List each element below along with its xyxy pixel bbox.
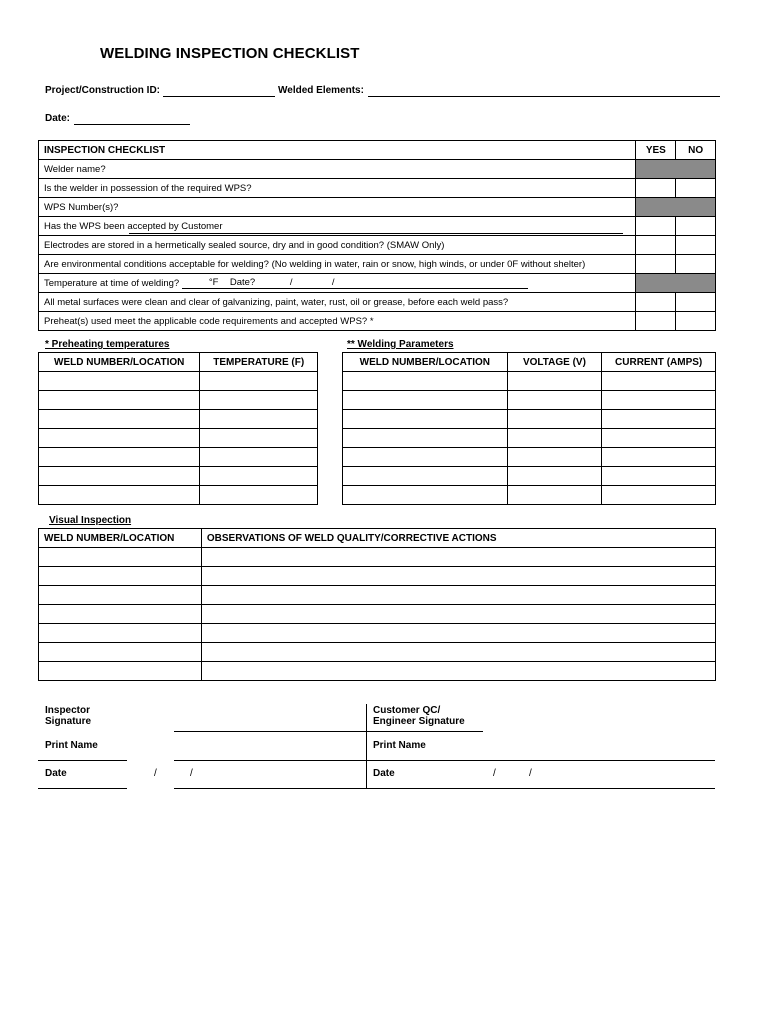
weld-location-cell[interactable]: [39, 486, 200, 505]
date-separator: /: [331, 276, 335, 288]
observation-cell[interactable]: [201, 605, 715, 624]
temperature-cell[interactable]: [200, 391, 318, 410]
checklist-question: Are environmental conditions acceptable for welding? (No welding in water, rain or snow, high winds, or under 0F without shelter): [39, 255, 636, 274]
inspector-date-line-left: [38, 788, 127, 789]
checklist-question: Welder name?: [39, 160, 636, 179]
table-row: [39, 548, 716, 567]
inspector-date-field[interactable]: [174, 788, 366, 789]
checklist-row: [39, 312, 716, 331]
params-header-row: [343, 353, 716, 372]
weld-location-cell[interactable]: [39, 605, 202, 624]
params-heading: ** Welding Parameters: [347, 339, 454, 350]
no-checkbox[interactable]: [676, 236, 716, 255]
checklist-row: [39, 198, 716, 217]
weld-location-cell[interactable]: [39, 567, 202, 586]
weld-location-cell[interactable]: [343, 391, 508, 410]
yes-checkbox[interactable]: [636, 217, 676, 236]
shaded-cell: [636, 160, 716, 179]
project-id-field[interactable]: [163, 96, 275, 97]
checklist-row: [39, 217, 716, 236]
table-row: [343, 486, 716, 505]
checklist-row: [39, 179, 716, 198]
date-question: Date?: [229, 276, 256, 288]
checklist-question: Is the welder in possession of the required WPS?: [39, 179, 636, 198]
table-row: [39, 467, 318, 486]
inspector-print-name-label: Print Name: [45, 740, 98, 751]
voltage-cell[interactable]: [507, 372, 602, 391]
inspector-signature-label: [45, 705, 91, 727]
current-cell[interactable]: [602, 467, 716, 486]
customer-signature-label: [373, 705, 465, 727]
weld-location-cell[interactable]: [343, 448, 508, 467]
current-cell[interactable]: [602, 372, 716, 391]
table-row: [39, 624, 716, 643]
shaded-cell: [636, 198, 716, 217]
weld-location-cell[interactable]: [39, 586, 202, 605]
current-cell[interactable]: [602, 391, 716, 410]
inspection-checklist-table: [38, 140, 716, 331]
weld-location-cell[interactable]: [39, 372, 200, 391]
checklist-heading: INSPECTION CHECKLIST: [39, 141, 636, 160]
signature-divider: [366, 704, 367, 789]
customer-print-name-label: Print Name: [373, 740, 426, 751]
inspector-signature-field[interactable]: [174, 731, 366, 732]
weld-location-cell[interactable]: [39, 410, 200, 429]
visual-header-row: [39, 529, 716, 548]
no-header: NO: [676, 141, 716, 160]
temperature-cell[interactable]: [200, 448, 318, 467]
table-row: [343, 448, 716, 467]
date-label: Date:: [45, 113, 71, 124]
checklist-question: WPS Number(s)?: [39, 198, 636, 217]
checklist-row: [39, 160, 716, 179]
weld-location-cell[interactable]: [39, 643, 202, 662]
weld-location-cell[interactable]: [343, 372, 508, 391]
temperature-header: TEMPERATURE (F): [200, 353, 318, 372]
weld-location-cell[interactable]: [39, 429, 200, 448]
temperature-cell[interactable]: [200, 429, 318, 448]
customer-print-name-field[interactable]: [366, 760, 715, 761]
table-row: [343, 391, 716, 410]
weld-location-cell[interactable]: [39, 548, 202, 567]
table-row: [39, 429, 318, 448]
weld-location-cell[interactable]: [39, 391, 200, 410]
customer-label-line2: Engineer Signature: [373, 716, 465, 727]
temperature-fill-line[interactable]: [182, 278, 528, 289]
inspector-print-name-field[interactable]: [174, 760, 366, 761]
observation-cell[interactable]: [201, 567, 715, 586]
wps-accepted-fill-line: [129, 233, 623, 234]
table-row: [39, 372, 318, 391]
table-row: [39, 662, 716, 681]
current-cell[interactable]: [602, 429, 716, 448]
table-row: [39, 410, 318, 429]
weld-location-cell[interactable]: [343, 486, 508, 505]
inspector-print-name-line-left: [38, 760, 127, 761]
checklist-question-cell: [39, 274, 636, 293]
checklist-question: Preheat(s) used meet the applicable code requirements and accepted WPS? *: [39, 312, 636, 331]
date-separator: /: [154, 768, 157, 779]
voltage-cell[interactable]: [507, 448, 602, 467]
table-row: [39, 391, 318, 410]
voltage-cell[interactable]: [507, 429, 602, 448]
table-row: [343, 410, 716, 429]
voltage-cell[interactable]: [507, 486, 602, 505]
no-checkbox[interactable]: [676, 312, 716, 331]
temperature-cell[interactable]: [200, 486, 318, 505]
preheat-header-row: [39, 353, 318, 372]
table-row: [343, 372, 716, 391]
yes-checkbox[interactable]: [636, 293, 676, 312]
no-checkbox[interactable]: [676, 293, 716, 312]
observation-cell[interactable]: [201, 643, 715, 662]
weld-number-header: WELD NUMBER/LOCATION: [39, 529, 202, 548]
checklist-row: [39, 236, 716, 255]
observation-cell[interactable]: [201, 586, 715, 605]
weld-location-cell[interactable]: [39, 662, 202, 681]
customer-label-line1: Customer QC/: [373, 705, 441, 716]
voltage-cell[interactable]: [507, 410, 602, 429]
inspector-label-line2: Signature: [45, 716, 92, 727]
customer-signature-field[interactable]: [366, 731, 483, 732]
inspector-date-label: Date: [45, 768, 67, 779]
checklist-header-row: [39, 141, 716, 160]
checklist-question: Electrodes are stored in a hermetically sealed source, dry and in good condition? (SMAW Only): [39, 236, 636, 255]
temperature-cell[interactable]: [200, 372, 318, 391]
welded-elements-label: Welded Elements:: [278, 85, 364, 96]
no-checkbox[interactable]: [676, 179, 716, 198]
welding-params-table: [342, 352, 716, 505]
table-row: [39, 643, 716, 662]
fahrenheit-unit: °F: [208, 276, 219, 288]
weld-location-cell[interactable]: [343, 429, 508, 448]
table-row: [39, 486, 318, 505]
yes-header: YES: [636, 141, 676, 160]
temperature-cell[interactable]: [200, 467, 318, 486]
visual-heading: Visual Inspection: [49, 515, 132, 526]
table-row: [343, 429, 716, 448]
weld-number-header: WELD NUMBER/LOCATION: [343, 353, 508, 372]
table-row: [39, 605, 716, 624]
no-checkbox[interactable]: [676, 217, 716, 236]
preheat-table: [38, 352, 318, 505]
preheat-heading: * Preheating temperatures: [45, 339, 170, 350]
shaded-cell: [636, 274, 716, 293]
weld-location-cell[interactable]: [343, 467, 508, 486]
yes-checkbox[interactable]: [636, 179, 676, 198]
voltage-header: VOLTAGE (V): [507, 353, 602, 372]
project-id-label: Project/Construction ID:: [45, 85, 161, 96]
welded-elements-field[interactable]: [368, 96, 720, 97]
weld-location-cell[interactable]: [343, 410, 508, 429]
customer-date-label: Date: [373, 768, 395, 779]
no-checkbox[interactable]: [676, 255, 716, 274]
yes-checkbox[interactable]: [636, 236, 676, 255]
weld-location-cell[interactable]: [39, 448, 200, 467]
observation-cell[interactable]: [201, 624, 715, 643]
weld-location-cell[interactable]: [39, 467, 200, 486]
checklist-question: Has the WPS been accepted by Customer: [44, 220, 223, 232]
checklist-row: [39, 274, 716, 293]
table-row: [343, 467, 716, 486]
yes-checkbox[interactable]: [636, 255, 676, 274]
checklist-row: [39, 293, 716, 312]
voltage-cell[interactable]: [507, 391, 602, 410]
current-cell[interactable]: [602, 448, 716, 467]
weld-location-cell[interactable]: [39, 624, 202, 643]
observation-cell[interactable]: [201, 548, 715, 567]
observation-cell[interactable]: [201, 662, 715, 681]
checklist-question-cell: [39, 217, 636, 236]
table-row: [39, 448, 318, 467]
observations-header: OBSERVATIONS OF WELD QUALITY/CORRECTIVE ACTIONS: [201, 529, 715, 548]
date-separator: /: [190, 768, 193, 779]
checklist-question: All metal surfaces were clean and clear of galvanizing, paint, water, rust, oil or grease, before each weld pass?: [39, 293, 636, 312]
yes-checkbox[interactable]: [636, 312, 676, 331]
current-cell[interactable]: [602, 486, 716, 505]
current-cell[interactable]: [602, 410, 716, 429]
current-header: CURRENT (AMPS): [602, 353, 716, 372]
customer-date-field[interactable]: [366, 788, 715, 789]
date-separator: /: [493, 768, 496, 779]
date-separator: /: [289, 276, 293, 288]
table-row: [39, 586, 716, 605]
table-row: [39, 567, 716, 586]
inspector-label-line1: Inspector: [45, 705, 91, 716]
temperature-cell[interactable]: [200, 410, 318, 429]
date-separator: /: [529, 768, 532, 779]
page-title: WELDING INSPECTION CHECKLIST: [100, 45, 360, 62]
checklist-row: [39, 255, 716, 274]
date-field[interactable]: [74, 124, 190, 125]
checklist-question: Temperature at time of welding?: [44, 277, 180, 289]
weld-number-header: WELD NUMBER/LOCATION: [39, 353, 200, 372]
visual-inspection-table: [38, 528, 716, 681]
voltage-cell[interactable]: [507, 467, 602, 486]
